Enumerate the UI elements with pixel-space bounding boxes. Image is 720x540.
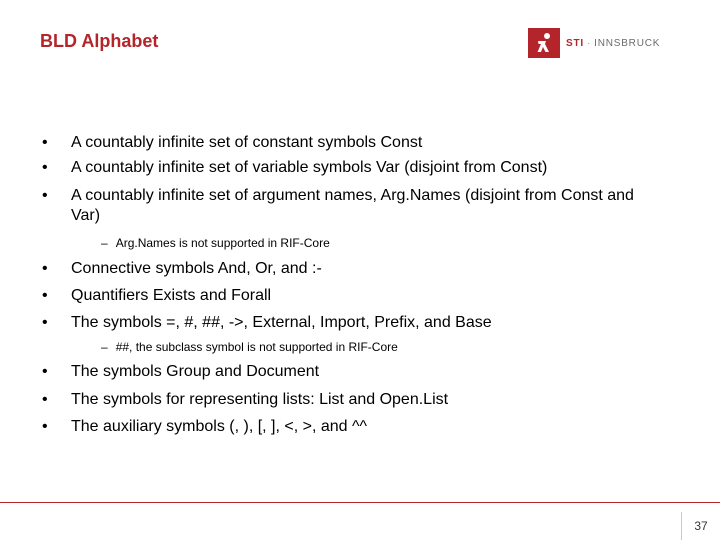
bullet-marker: • bbox=[42, 418, 48, 435]
bullet-text: A countably infinite set of constant symbols Const bbox=[71, 134, 423, 151]
bullet-item bbox=[42, 158, 662, 178]
bullet-marker: • bbox=[42, 134, 48, 151]
logo-separator: · bbox=[586, 37, 592, 49]
footer-divider bbox=[0, 502, 720, 503]
bullet-text: A countably infinite set of argument names, Arg.Names (disjoint from Const and Var) bbox=[71, 187, 634, 224]
sub-bullet-text: ##, the subclass symbol is not supported in RIF-Core bbox=[115, 340, 398, 354]
sub-bullet-text: Arg.Names is not supported in RIF-Core bbox=[115, 236, 330, 250]
logo-text bbox=[566, 38, 660, 49]
bullet-item bbox=[42, 362, 662, 382]
bullet-text: Connective symbols And, Or, and :- bbox=[71, 260, 322, 277]
sti-logo bbox=[528, 28, 660, 58]
bullet-marker: • bbox=[42, 314, 48, 331]
bullet-marker: • bbox=[42, 159, 48, 176]
bullet-item bbox=[42, 186, 652, 226]
sub-bullet-item bbox=[101, 339, 398, 355]
bullet-marker: • bbox=[42, 187, 48, 204]
bullet-marker: • bbox=[42, 287, 48, 304]
bullet-marker: • bbox=[42, 363, 48, 380]
sti-figure-icon bbox=[528, 28, 560, 58]
slide-title: BLD Alphabet bbox=[40, 31, 159, 51]
page-number: 37 bbox=[681, 512, 720, 540]
bullet-marker: • bbox=[42, 260, 48, 277]
bullet-item bbox=[42, 286, 662, 306]
bullet-text: Quantifiers Exists and Forall bbox=[71, 287, 272, 304]
bullet-item bbox=[42, 133, 662, 153]
bullet-item bbox=[42, 390, 662, 410]
bullet-item bbox=[42, 417, 662, 437]
sub-bullet-marker: – bbox=[101, 236, 108, 250]
logo-location: INNSBRUCK bbox=[594, 37, 661, 49]
bullet-item bbox=[42, 259, 662, 279]
bullet-text: The symbols Group and Document bbox=[71, 363, 320, 380]
bullet-text: The symbols =, #, ##, ->, External, Import, Prefix, and Base bbox=[71, 314, 492, 331]
bullet-marker: • bbox=[42, 391, 48, 408]
logo-brand: STI bbox=[566, 37, 584, 49]
sub-bullet-item bbox=[101, 235, 330, 251]
bullet-text: The auxiliary symbols (, ), [, ], <, >, and ^^ bbox=[71, 418, 368, 435]
bullet-item bbox=[42, 313, 662, 333]
sub-bullet-marker: – bbox=[101, 340, 108, 354]
bullet-text: A countably infinite set of variable symbols Var (disjoint from Const) bbox=[71, 159, 548, 176]
bullet-text: The symbols for representing lists: List and Open.List bbox=[71, 391, 449, 408]
